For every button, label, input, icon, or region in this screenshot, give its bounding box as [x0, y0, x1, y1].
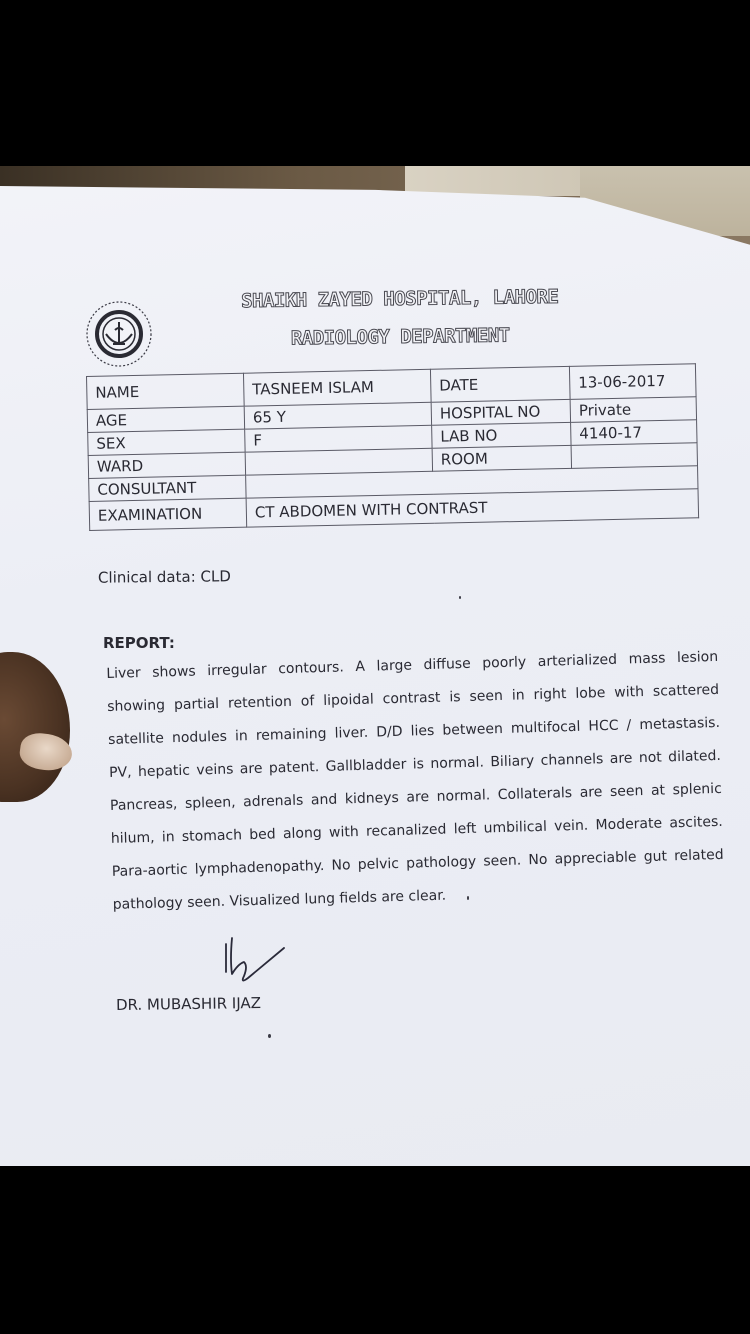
lab-no-label: LAB NO: [432, 422, 571, 448]
lab-no-value: 4140-17: [571, 420, 697, 446]
sex-label: SEX: [88, 429, 245, 455]
report-line: satellite nodules in remaining liver. D/D lies between multifocal HCC / metastasis.: [107, 714, 721, 748]
ink-mark: [459, 596, 461, 599]
hospital-no-value: Private: [570, 397, 696, 423]
room-value: [571, 443, 697, 469]
clinical-data: Clinical data: CLD: [97, 567, 231, 587]
report-line: Para-aortic lymphadenopathy. No pelvic pathology seen. No appreciable gut related: [111, 846, 724, 880]
hospital-no-label: HOSPITAL NO: [431, 399, 570, 425]
hospital-seal-icon: [82, 294, 156, 374]
signature: [218, 934, 290, 990]
report-heading: REPORT:: [103, 634, 175, 652]
background-wall: [405, 166, 580, 196]
date-value: 13-06-2017: [569, 364, 696, 400]
report-line: PV, hepatic veins are patent. Gallbladder is normal. Biliary channels are not dilated.: [108, 747, 722, 781]
department-name: RADIOLOGY DEPARTMENT: [290, 324, 510, 350]
ink-mark: [268, 1034, 271, 1038]
date-label: DATE: [430, 366, 570, 402]
report-line: showing partial retention of lipoidal contrast is seen in right lobe with scattered: [107, 681, 720, 715]
name-label: NAME: [87, 373, 245, 409]
age-value: 65 Y: [244, 402, 431, 429]
ward-label: WARD: [88, 452, 245, 478]
report-line: hilum, in stomach bed along with recanalized left umbilical vein. Moderate ascites.: [110, 813, 723, 847]
name-value: TASNEEM ISLAM: [243, 369, 431, 406]
hospital-header: [230, 286, 571, 351]
report-line: Liver shows irregular contours. A large diffuse poorly arterialized mass lesion: [106, 648, 719, 682]
report-body: [106, 645, 725, 926]
examination-label: EXAMINATION: [89, 498, 247, 530]
report-line: pathology seen. Visualized lung fields are clear.: [112, 887, 447, 913]
sex-value: F: [245, 425, 432, 452]
examination-value: CT ABDOMEN WITH CONTRAST: [246, 489, 699, 527]
age-label: AGE: [87, 406, 244, 432]
doctor-name: DR. MUBASHIR IJAZ: [115, 993, 262, 1015]
room-label: ROOM: [432, 445, 571, 471]
consultant-label: CONSULTANT: [89, 475, 246, 501]
patient-info-table: [86, 363, 699, 531]
hospital-name: SHAIKH ZAYED HOSPITAL, LAHORE: [240, 285, 559, 313]
report-line: Pancreas, spleen, adrenals and kidneys are normal. Collaterals are seen at splenic: [109, 780, 723, 814]
ink-mark: [467, 896, 469, 900]
